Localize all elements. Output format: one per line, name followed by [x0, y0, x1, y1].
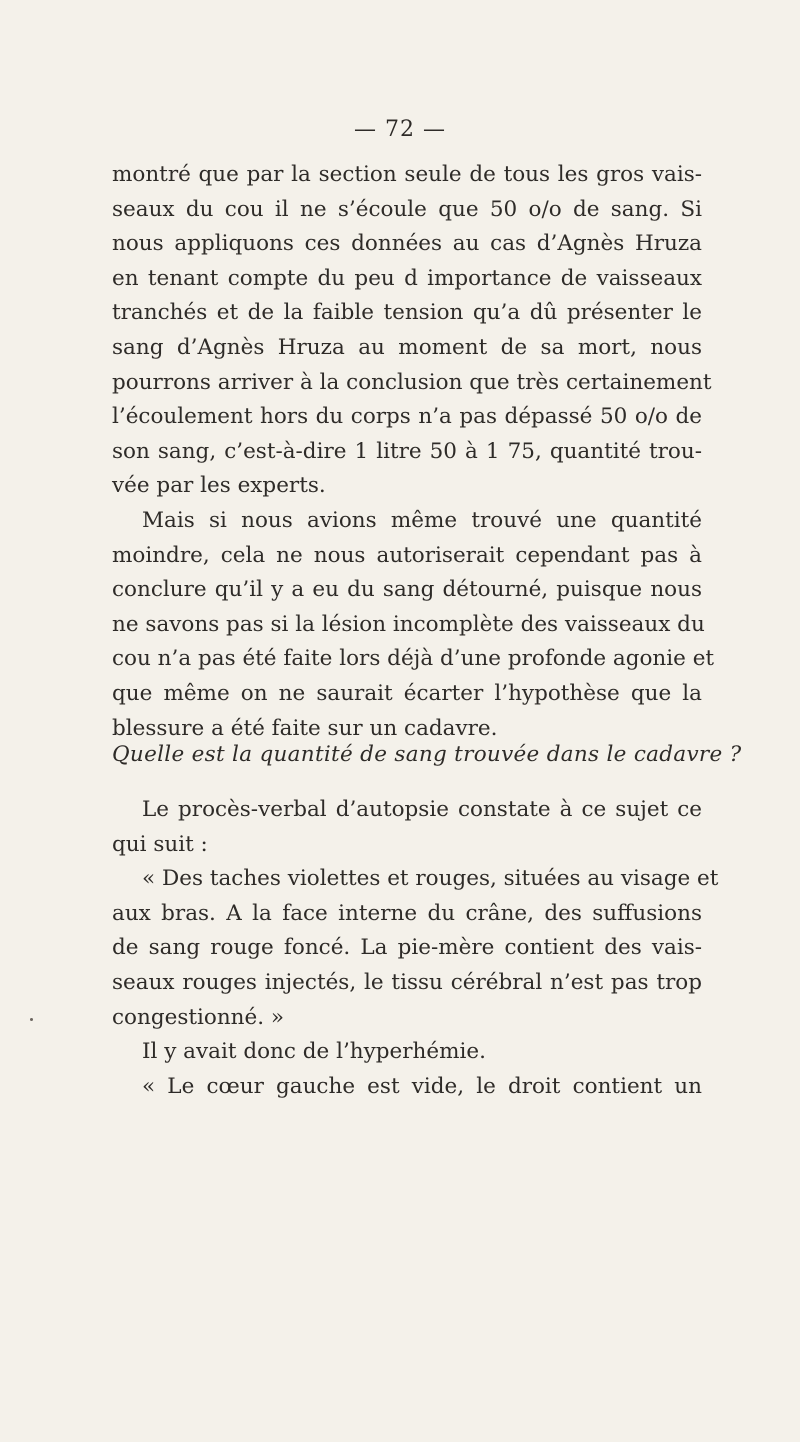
- text-line: de sang rouge foncé. La pie-mère contient des vais-: [112, 935, 702, 961]
- text-line: qui suit :: [112, 831, 208, 857]
- body-text: [112, 793, 719, 1104]
- paragraph: [112, 793, 702, 862]
- text-line: que même on ne saurait écarter l’hypothèse que la: [112, 680, 702, 706]
- text-line: vée par les experts.: [112, 473, 326, 499]
- section-heading-block: [112, 738, 742, 773]
- page-number: — 72 —: [354, 117, 446, 142]
- text-line: seaux rouges injectés, le tissu cérébral n’est pas trop: [112, 969, 702, 995]
- paragraph: [112, 1035, 702, 1070]
- text-line: Il y avait donc de l’hyperhémie.: [142, 1039, 486, 1065]
- text-line: sang d’Agnès Hruza au moment de sa mort, nous: [112, 334, 702, 360]
- section-heading: Quelle est la quantité de sang trouvée dans le cadavre ?: [112, 742, 742, 767]
- text-line: l’écoulement hors du corps n’a pas dépassé 50 o/o de: [112, 404, 702, 430]
- text-line: seaux du cou il ne s’écoule que 50 o/o de sang. Si: [112, 196, 702, 222]
- text-line: congestionné. »: [112, 1004, 285, 1030]
- body-text: [112, 158, 715, 746]
- text-line: conclure qu’il y a eu du sang détourné, puisque nous: [112, 577, 702, 603]
- text-line: moindre, cela ne nous autoriserait cependant pas à: [112, 542, 702, 568]
- text-line: aux bras. A la face interne du crâne, des suffusions: [112, 900, 702, 926]
- text-line: son sang, c’est-à-dire 1 litre 50 à 1 75, quantité trou-: [112, 438, 702, 464]
- quotation-paragraph: [112, 1070, 702, 1105]
- text-line: pourrons arriver à la conclusion que très certainement: [112, 369, 712, 395]
- text-line: « Le cœur gauche est vide, le droit contient un: [142, 1073, 702, 1099]
- paragraph: [112, 504, 715, 746]
- text-line: ne savons pas si la lésion incomplète des vaisseaux du: [112, 611, 705, 637]
- text-line: Mais si nous avions même trouvé une quantité: [142, 507, 702, 533]
- paragraph: [112, 158, 712, 504]
- text-line: blessure a été faite sur un cadavre.: [112, 715, 498, 741]
- text-line: cou n’a pas été faite lors déjà d’une profonde agonie et: [112, 646, 715, 672]
- text-line: tranchés et de la faible tension qu’a dû présenter le: [112, 300, 702, 326]
- quotation-paragraph: [112, 862, 719, 1035]
- text-line: « Des taches violettes et rouges, situées au visage et: [142, 866, 719, 892]
- margin-speck: [30, 1018, 33, 1021]
- text-line: Le procès-verbal d’autopsie constate à ce sujet ce: [142, 797, 702, 822]
- text-line: montré que par la section seule de tous les gros vais-: [112, 162, 702, 187]
- text-line: en tenant compte du peu d importance de vaisseaux: [112, 265, 702, 291]
- text-line: nous appliquons ces données au cas d’Agnès Hruza: [112, 231, 702, 257]
